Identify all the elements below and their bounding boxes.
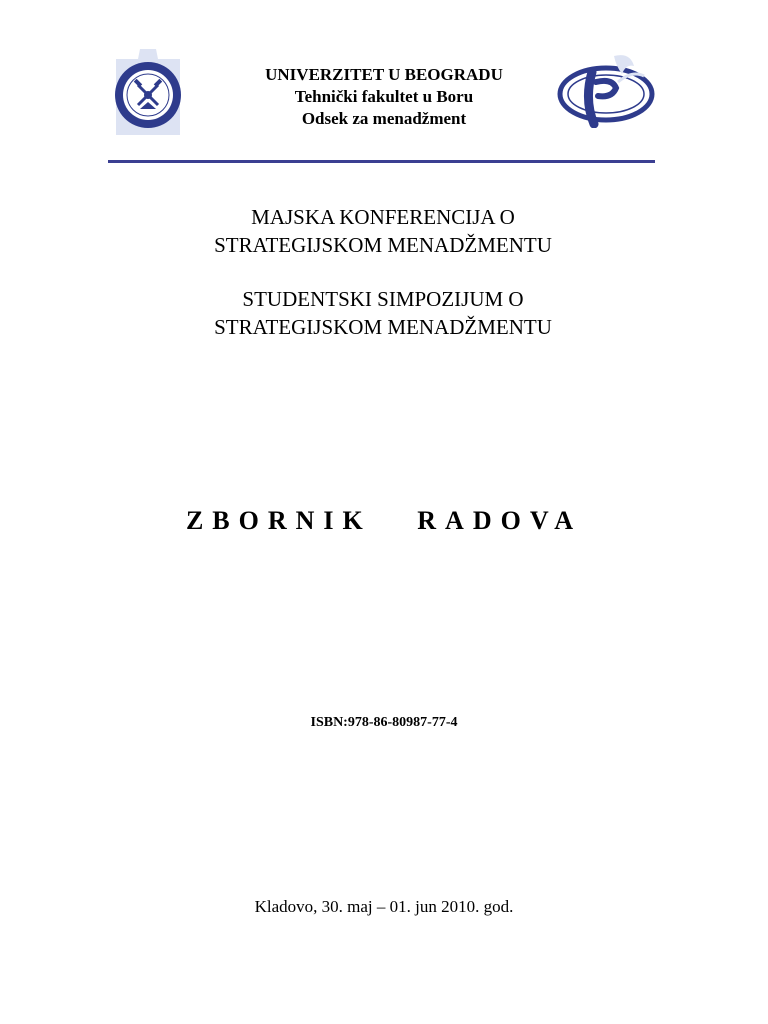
header-block — [200, 64, 568, 130]
conference-title-line-2: STRATEGIJSKOM MENADŽMENTU — [214, 233, 552, 257]
university-seal-icon — [110, 45, 186, 137]
faculty-name: Tehnički fakultet u Boru — [294, 87, 474, 106]
university-seal-logo — [110, 45, 186, 137]
conference-title-line-1: MAJSKA KONFERENCIJA O — [251, 205, 515, 229]
university-name: UNIVERZITET U BEOGRADU — [265, 65, 503, 84]
symposium-title-line-2: STRATEGIJSKOM MENADŽMENTU — [214, 315, 552, 339]
symposium-title — [150, 285, 616, 341]
isbn-number: ISBN:978-86-80987-77-4 — [310, 715, 458, 730]
proceedings-title: ZBORNIK RADOVA — [185, 506, 583, 535]
symposium-title-line-1: STUDENTSKI SIMPOZIJUM O — [242, 287, 524, 311]
department-logo-icon — [556, 52, 656, 128]
department-logo — [556, 52, 656, 128]
place-and-date: Kladovo, 30. maj – 01. jun 2010. god. — [254, 897, 514, 916]
conference-title — [150, 203, 616, 259]
department-name: Odsek za menadžment — [301, 109, 467, 128]
header-divider — [108, 160, 655, 163]
